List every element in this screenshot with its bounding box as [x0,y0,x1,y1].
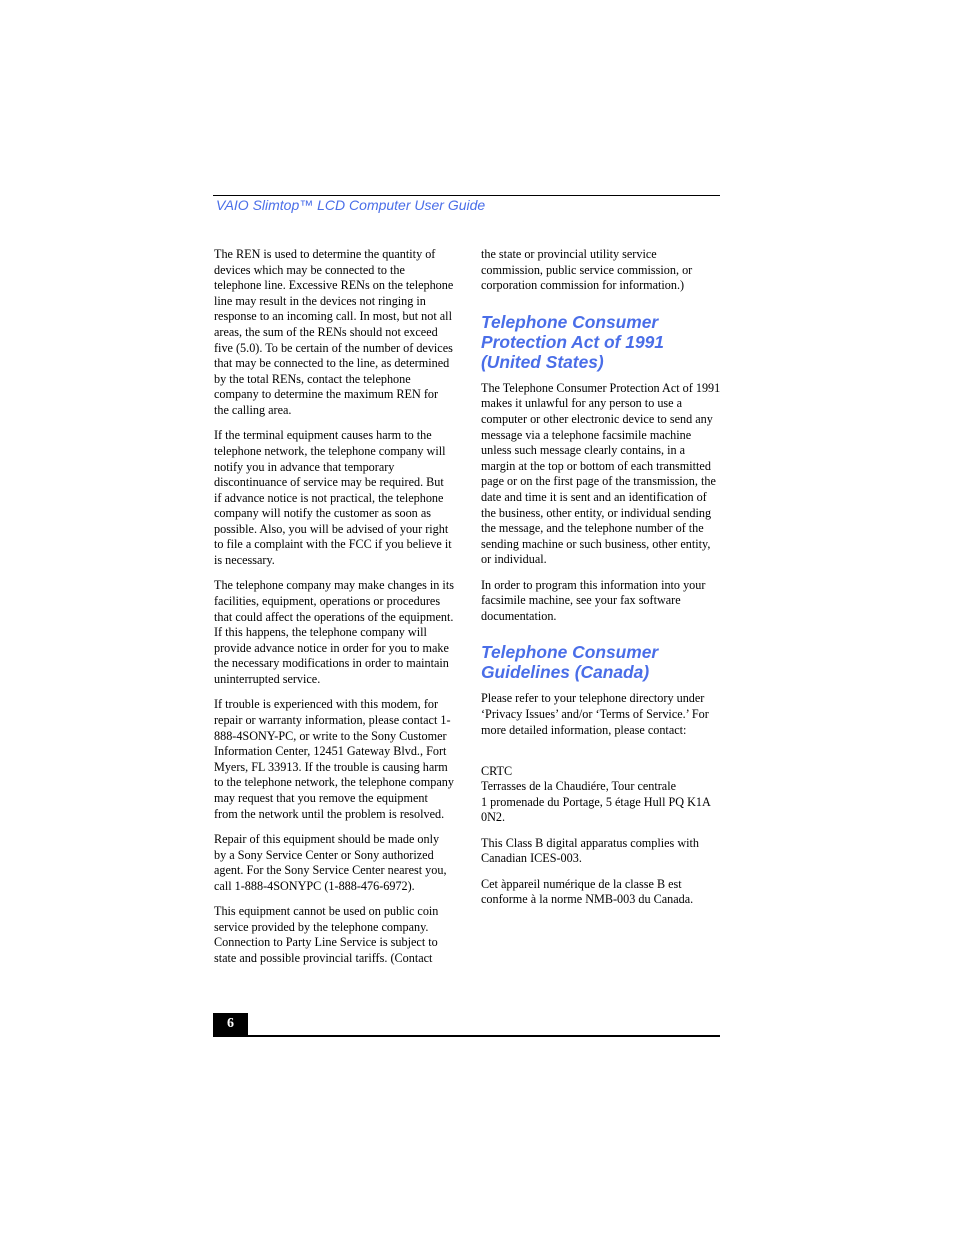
paragraph-canada-intro: Please refer to your telephone directory under ‘Privacy Issues’ and/or ‘Terms of Service.’ For more detailed information, please contact: [481,691,709,737]
paragraph-network-harm: If the terminal equipment causes harm to the telephone network, the telephone company will notify you in advance that temporary discontinuance of service may be required. But if advance notice is not practical, the telephone company will notify the customer as soon as possible. Also, you will be advised of your right to file a complaint with the FCC if you believe it is necessary. [214,428,452,568]
paragraph-coin-service: This equipment cannot be used on public coin service provided by the telephone company. Connection to Party Line Service is subject to state and possible provincial tariffs. (Contact [214,904,439,965]
canada-heading [481,642,721,682]
tcpa-heading-line-3: (United States) [481,351,604,372]
address-line-terrasses: Terrasses de la Chaudiére, Tour centrale [481,779,677,794]
running-header: VAIO Slimtop™ LCD Computer User Guide [216,197,486,213]
tcpa-heading-line-1: Telephone Consumer [481,311,659,332]
paragraph-trouble: If trouble is experienced with this modem, for repair or warranty information, please contact 1-888-4SONY-PC, or write to the Sony Customer Information Center, 12451 Gateway Blvd., Fort Myers, FL 33913. If the trouble is causing harm to the telephone network, the telephone company may request that you remove the equipment from the network until the problem is resolved. [214,697,454,821]
header-rule [213,195,720,196]
paragraph-repair: Repair of this equipment should be made only by a Sony Service Center or Sony authorized agent. For the Sony Service Center nearest you, call 1-888-4SONYPC (1-888-476-6972). [214,831,447,893]
address-line-promenade: 1 promenade du Portage, 5 étage Hull PQ K1A 0N2. [481,794,711,825]
address-line-crtc: CRTC [481,763,513,778]
canada-heading-line-2: Guidelines (Canada) [481,662,650,683]
footer-rule [213,1035,720,1037]
paragraph-tcpa: The Telephone Consumer Protection Act of 1991 makes it unlawful for any person to use a computer or other electronic device to send any message via a telephone facsimile machine unless such message clearly contains, in a margin at the top or bottom of each transmitted page or on the first page of the transmission, the date and time it is sent and an identification of the business, other entity, or individual sending the message, and the telephone number of the sending machine or such business, other entity, or individual. [481,380,721,567]
tcpa-heading [481,312,721,372]
page-number: 6 [213,1013,248,1036]
address-spacer [481,748,721,764]
left-column [214,247,454,976]
right-column [481,247,721,918]
paragraph-company-changes: The telephone company may make changes in its facilities, equipment, operations or procedures that could affect the operations of the equipment. If this happens, the telephone company will provide advance notice in order for you to make the necessary modifications in order to maintain uninterrupted service. [214,578,454,687]
tcpa-heading-line-2: Protection Act of 1991 [481,331,664,352]
paragraph-ren: The REN is used to determine the quantity of devices which may be connected to the telephone line. Excessive RENs on the telephone line may result in the devices not ringing in response to an incoming call. In most, but not all areas, the sum of the RENs should not exceed five (5.0). To be certain of the number of devices that may be connected to the line, as determined by the total RENs, contact the telephone company to determine the maximum REN for the calling area. [214,247,454,417]
paragraph-compliance-en: This Class B digital apparatus complies with Canadian ICES-003. [481,835,699,866]
paragraph-continuation: the state or provincial utility service commission, public service commission, or corporation commission for information.) [481,247,693,293]
paragraph-fax-program: In order to program this information into your facsimile machine, see your fax software documentation. [481,577,706,623]
paragraph-compliance-fr: Cet àppareil numérique de la classe B est conforme à la norme NMB-003 du Canada. [481,876,694,907]
canada-heading-line-1: Telephone Consumer [481,642,659,663]
